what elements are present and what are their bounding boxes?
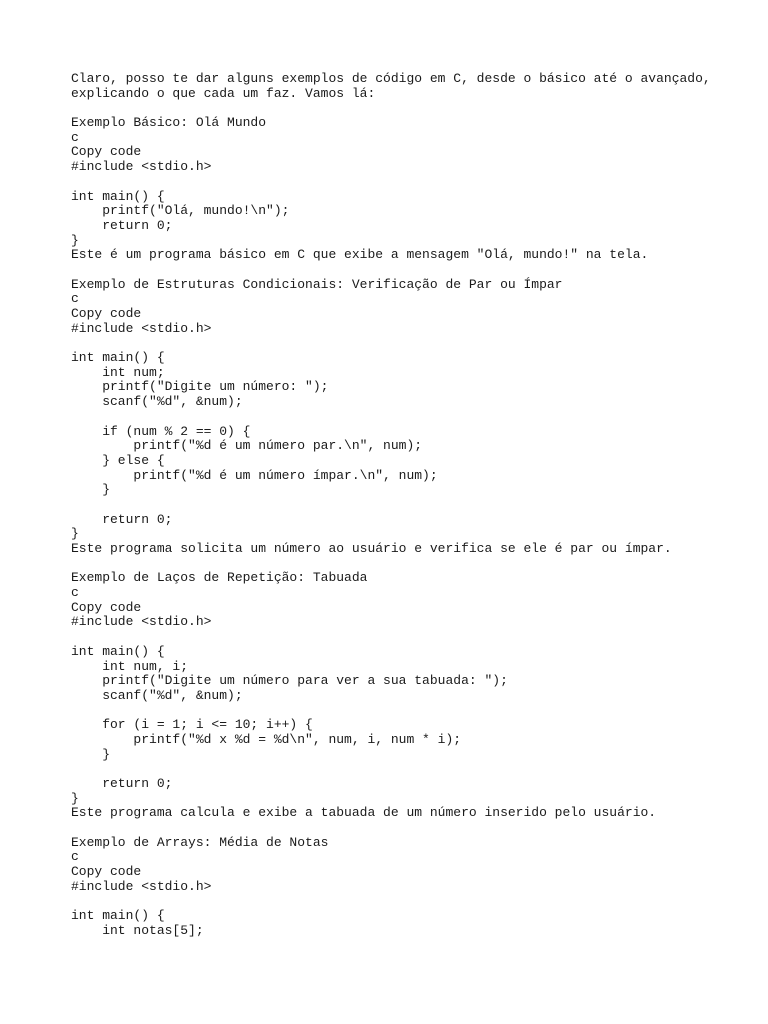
code-line: int main() { [71, 643, 165, 659]
code-line: #include <stdio.h> [71, 878, 212, 894]
intro-line-2: explicando o que cada um faz. Vamos lá: [71, 85, 376, 101]
code-line: return 0; [71, 217, 173, 233]
code-line: int num; [71, 364, 165, 380]
code-line: } [71, 526, 79, 542]
code-line: } else { [71, 452, 165, 468]
section-heading-arrays: Exemplo de Arrays: Média de Notas [71, 834, 329, 850]
blank-line [71, 263, 761, 278]
code-line: int main() { [71, 908, 165, 924]
code-language-label: c [71, 585, 79, 601]
code-line: } [71, 482, 111, 498]
code-line: printf("Digite um número: "); [71, 379, 329, 395]
code-line: return 0; [71, 511, 173, 527]
code-line: printf("%d x %d = %d\n", num, i, num * i); [71, 731, 462, 747]
blank-line [71, 557, 761, 572]
code-line: } [71, 790, 79, 806]
code-line: printf("Olá, mundo!\n"); [71, 203, 290, 219]
code-line: printf("%d é um número ímpar.\n", num); [71, 467, 438, 483]
code-line: #include <stdio.h> [71, 614, 212, 630]
blank-line [71, 895, 761, 910]
copy-code-label: Copy code [71, 864, 142, 880]
description-loops: Este programa calcula e exibe a tabuada de um número inserido pelo usuário. [71, 805, 657, 821]
code-line: if (num % 2 == 0) { [71, 423, 251, 439]
blank-line [71, 762, 761, 777]
code-language-label: c [71, 291, 79, 307]
section-heading-basic: Exemplo Básico: Olá Mundo [71, 115, 267, 131]
section-heading-loops: Exemplo de Laços de Repetição: Tabuada [71, 570, 368, 586]
blank-line [71, 175, 761, 190]
blank-line [71, 630, 761, 645]
code-line: #include <stdio.h> [71, 159, 212, 175]
copy-code-label: Copy code [71, 599, 142, 615]
code-line: printf("Digite um número para ver a sua tabuada: "); [71, 673, 508, 689]
intro-line-1: Claro, posso te dar alguns exemplos de código em C, desde o básico até o avançado, [71, 71, 711, 86]
section-heading-conditionals: Exemplo de Estruturas Condicionais: Verificação de Par ou Ímpar [71, 276, 563, 292]
blank-line [71, 821, 761, 836]
blank-line [71, 336, 761, 351]
code-line: for (i = 1; i <= 10; i++) { [71, 717, 313, 733]
code-line: scanf("%d", &num); [71, 394, 243, 410]
code-line: } [71, 232, 79, 248]
blank-line [71, 410, 761, 425]
copy-code-label: Copy code [71, 144, 142, 160]
description-basic: Este é um programa básico em C que exibe a mensagem "Olá, mundo!" na tela. [71, 247, 649, 263]
document-body [71, 72, 761, 939]
blank-line [71, 498, 761, 513]
code-line: #include <stdio.h> [71, 320, 212, 336]
description-conditionals: Este programa solicita um número ao usuário e verifica se ele é par ou ímpar. [71, 541, 672, 556]
blank-line [71, 704, 761, 719]
code-language-label: c [71, 849, 79, 865]
code-line: printf("%d é um número par.\n", num); [71, 438, 423, 454]
blank-line [71, 101, 761, 116]
code-line: int notas[5]; [71, 922, 204, 938]
code-line: int num, i; [71, 658, 189, 674]
code-language-label: c [71, 129, 79, 145]
code-line: int main() { [71, 188, 165, 204]
code-line: scanf("%d", &num); [71, 687, 243, 703]
copy-code-label: Copy code [71, 306, 142, 321]
code-line: int main() { [71, 350, 165, 366]
code-line: } [71, 746, 111, 762]
code-line: return 0; [71, 776, 173, 791]
